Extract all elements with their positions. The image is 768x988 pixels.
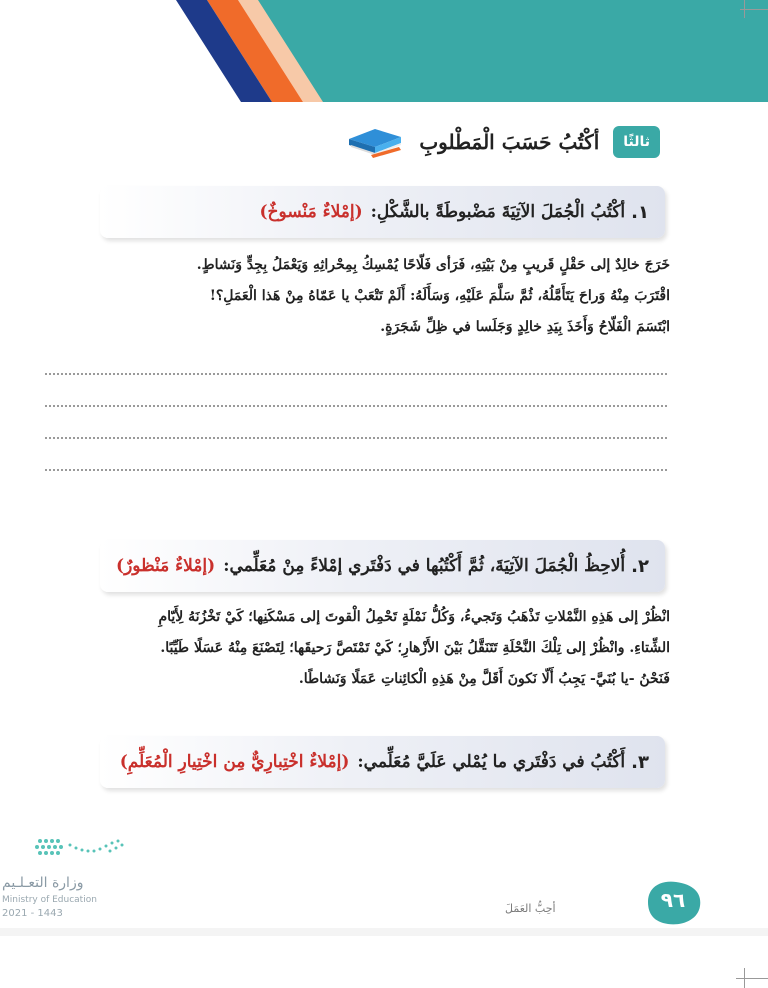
passage-line: ابْتَسَمَ الْفَلّاحُ وَأَخَذَ بِيَدِ خالِدٍ وَجَلَسا في ظِلِّ شَجَرَةٍ.	[380, 319, 670, 335]
writing-line-2[interactable]	[45, 405, 667, 407]
book-name: أحِبُّ العَمَلَ	[505, 902, 556, 915]
question-2-passage	[30, 602, 670, 695]
question-3-tag: (إمْلاءٌ اخْتِبارِيٌّ مِن اخْتِيارِ الْمُعَلِّمِ)	[119, 752, 350, 772]
passage-line: الشِّتاءِ. وانْظُرْ إلى تِلْكَ النَّحْلَةِ تَتَنَقَّلُ بَيْنَ الأَزْهارِ؛ كَيْ تَمْتَصَّ رَحيقَها؛ لِتَصْنَعَ مِنْهُ عَسَلًا طَيِّبًا.	[160, 640, 670, 656]
page-number: ٩٦	[660, 888, 686, 912]
question-2-tag: (إمْلاءٌ مَنْظورٌ)	[116, 556, 216, 576]
passage-line: خَرَجَ خالِدٌ إلى حَقْلٍ قَريبٍ مِنْ بَيْتِهِ، فَرَأى فَلّاحًا يُمْسِكُ بِمِحْراثِهِ وَيَعْمَلُ بِجِدٍّ وَنَشاطٍ.	[196, 257, 670, 273]
question-1-text: أكْتُبُ الْجُمَلَ الآتِيَةَ مَضْبوطَةً بالشَّكْلِ:	[370, 202, 626, 222]
question-2-text: أُلاحِظُ الْجُمَلَ الآتِيَةَ، ثُمَّ أَكْتُبُها في دَفْتَري إمْلاءً مِنْ مُعَلِّمي:	[223, 556, 626, 576]
question-3-text: أَكْتُبُ في دَفْتَري ما يُمْلي عَلَيَّ مُعَلِّمي:	[357, 752, 626, 772]
question-1-tag: (إمْلاءٌ مَنْسوخٌ)	[259, 202, 363, 222]
footer-bar	[0, 928, 768, 936]
crop-mark	[740, 9, 768, 10]
question-3-number: ٣.	[631, 751, 649, 773]
writing-line-3[interactable]	[45, 437, 667, 439]
question-3-bar	[100, 736, 665, 788]
question-1-passage	[30, 250, 670, 343]
question-1-number: ١.	[631, 201, 649, 223]
question-2-number: ٢.	[631, 555, 649, 577]
question-1-bar	[100, 186, 665, 238]
passage-line: انْظُرْ إلى هَذِهِ النَّمْلاتِ تَذْهَبُ وَتَجيءُ، وَكُلُّ نَمْلَةٍ تَحْمِلُ الْقوتَ إلى مَسْكَنِها؛ كَيْ تَخْزُنَهُ لِأَيّامِ	[158, 609, 670, 625]
ministry-logo	[0, 835, 130, 875]
ministry-name-arabic: وزارة التعـلـيم	[2, 875, 84, 891]
page-number-badge	[640, 878, 706, 928]
question-2-bar	[100, 540, 665, 592]
ministry-name-english: Ministry of Education	[2, 895, 97, 905]
passage-line: اقْتَرَبَ مِنْهُ وَراحَ يَتَأَمَّلُهُ، ثُمَّ سَلَّمَ عَلَيْهِ، وَسَأَلَهُ: أَلَمْ تَتْعَبْ يا عَمّاهُ مِنْ هَذا الْعَمَلِ؟!	[209, 288, 670, 304]
section-title: أكْتُبُ حَسَبَ الْمَطْلوبِ	[419, 130, 600, 154]
section-heading	[345, 122, 660, 162]
banner-teal-stripe	[255, 0, 768, 102]
writing-line-1[interactable]	[45, 373, 667, 375]
passage-line: فَنَحْنُ -يا بُنَيَّ- يَجِبُ أَلّا نَكونَ أَقَلَّ مِنْ هَذِهِ الْكائِناتِ عَمَلًا وَنَشاطًا.	[298, 671, 670, 687]
crop-mark	[736, 978, 768, 979]
top-banner	[0, 0, 768, 102]
book-pencil-icon	[345, 125, 405, 159]
edition-year: 2021 - 1443	[2, 908, 63, 919]
writing-line-4[interactable]	[45, 469, 667, 471]
section-badge: ثالثًا	[613, 126, 660, 158]
